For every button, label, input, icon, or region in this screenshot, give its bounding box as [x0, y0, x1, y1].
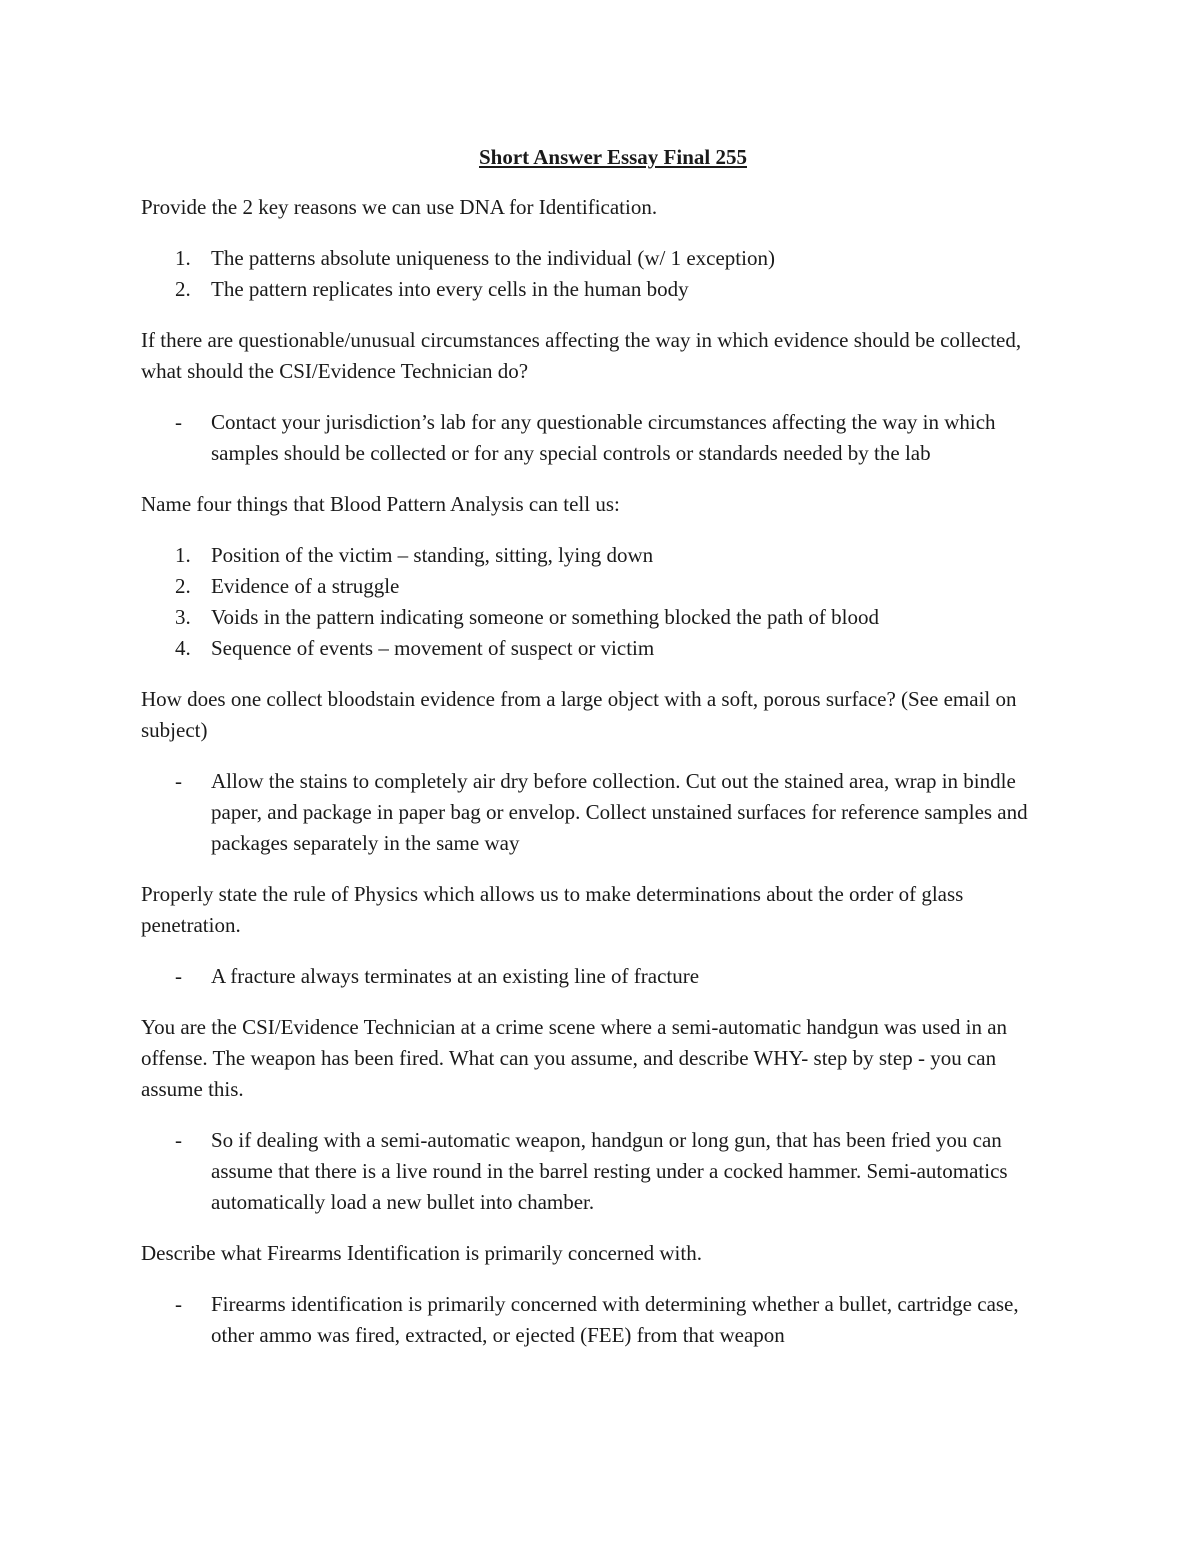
list-item-text: Contact your jurisdiction’s lab for any questionable circumstances affecting the way in which samples should be collected or for any special controls or standards needed by the lab	[211, 410, 996, 465]
list-item-text: A fracture always terminates at an existing line of fracture	[211, 964, 700, 988]
list-item-text: The pattern replicates into every cells in the human body	[211, 277, 689, 301]
list-number: 2.	[175, 277, 191, 301]
list-item	[141, 602, 1061, 633]
list-item	[141, 407, 1061, 469]
list-item-text: Evidence of a struggle	[211, 574, 400, 598]
answer-list-6	[141, 1125, 1061, 1218]
list-item	[141, 1125, 1061, 1218]
list-item	[141, 274, 1061, 305]
list-number: 3.	[175, 605, 191, 629]
question-7: Describe what Firearms Identification is primarily concerned with.	[141, 1241, 702, 1265]
question-6: You are the CSI/Evidence Technician at a crime scene where a semi-automatic handgun was used in an offense. The weapon has been fired. What can you assume, and describe WHY- step by step - you can assume this.	[141, 1015, 1008, 1101]
list-item-text: The patterns absolute uniqueness to the individual (w/ 1 exception)	[211, 246, 775, 270]
bullet-dash: -	[175, 410, 182, 434]
document-title: Short Answer Essay Final 255	[479, 145, 747, 169]
document-body	[141, 142, 1061, 1371]
answer-list-5	[141, 961, 1061, 992]
answer-list-4	[141, 766, 1061, 859]
bullet-dash: -	[175, 964, 182, 988]
question-4: How does one collect bloodstain evidence from a large object with a soft, porous surface? (See email on subject)	[141, 687, 1017, 742]
answer-list-1	[141, 243, 1061, 305]
bullet-dash: -	[175, 769, 182, 793]
list-number: 1.	[175, 246, 191, 270]
list-item-text: Sequence of events – movement of suspect or victim	[211, 636, 655, 660]
question-2: If there are questionable/unusual circumstances affecting the way in which evidence should be collected, what should the CSI/Evidence Technician do?	[141, 328, 1022, 383]
question-3: Name four things that Blood Pattern Analysis can tell us:	[141, 492, 620, 516]
list-number: 2.	[175, 574, 191, 598]
list-item-text: So if dealing with a semi-automatic weapon, handgun or long gun, that has been fried you can assume that there is a live round in the barrel resting under a cocked hammer. Semi-automatics automatically load a new bullet into chamber.	[211, 1128, 1008, 1214]
list-item-text: Position of the victim – standing, sitting, lying down	[211, 543, 654, 567]
list-item	[141, 961, 1061, 992]
answer-list-2	[141, 407, 1061, 469]
question-1: Provide the 2 key reasons we can use DNA for Identification.	[141, 195, 658, 219]
answer-list-3	[141, 540, 1061, 664]
bullet-dash: -	[175, 1128, 182, 1152]
list-item	[141, 633, 1061, 664]
list-item	[141, 540, 1061, 571]
list-item-text: Voids in the pattern indicating someone or something blocked the path of blood	[211, 605, 879, 629]
list-item	[141, 766, 1061, 859]
list-item	[141, 243, 1061, 274]
list-item-text: Allow the stains to completely air dry before collection. Cut out the stained area, wrap in bindle paper, and package in paper bag or envelop. Collect unstained surfaces for reference samples and packages separately in the same way	[211, 769, 1028, 855]
list-number: 1.	[175, 543, 191, 567]
list-item	[141, 1289, 1061, 1351]
question-5: Properly state the rule of Physics which allows us to make determinations about the order of glass penetration.	[141, 882, 964, 937]
list-item	[141, 571, 1061, 602]
bullet-dash: -	[175, 1292, 182, 1316]
list-number: 4.	[175, 636, 191, 660]
list-item-text: Firearms identification is primarily concerned with determining whether a bullet, cartridge case, other ammo was fired, extracted, or ejected (FEE) from that weapon	[211, 1292, 1019, 1347]
answer-list-7	[141, 1289, 1061, 1351]
